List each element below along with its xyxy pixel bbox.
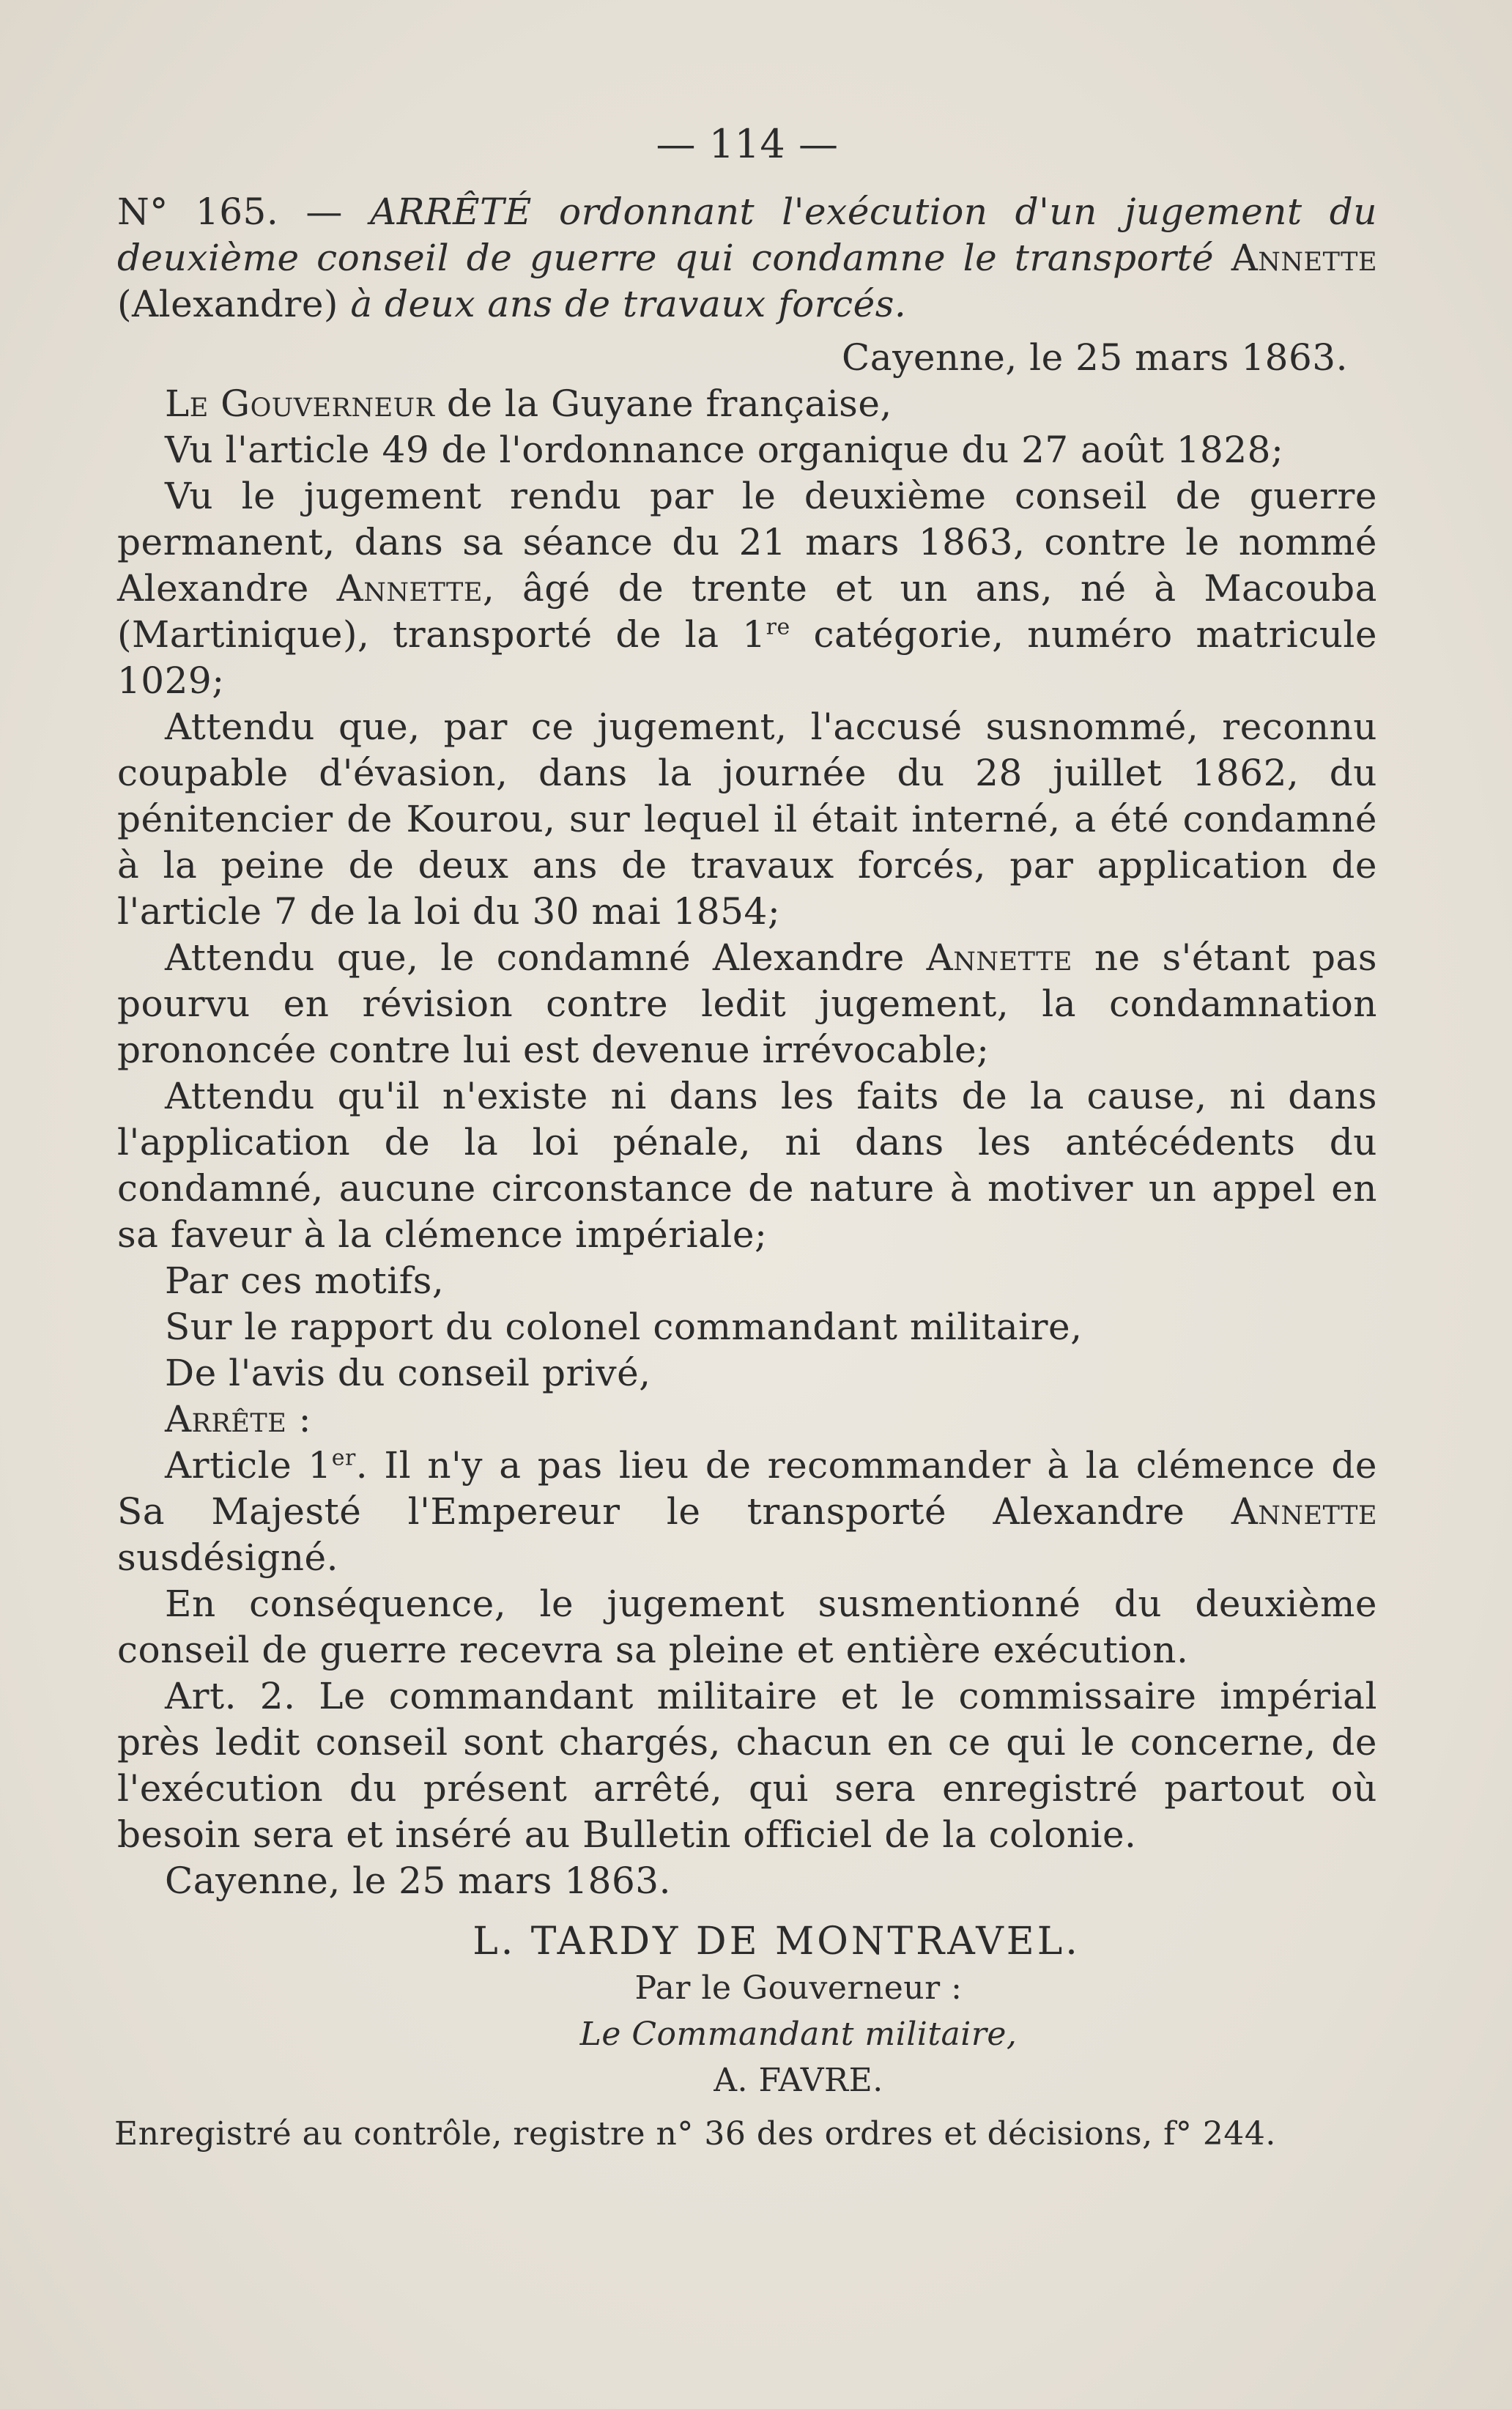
signature-role: Le Commandant militaire, [579,2016,1018,2053]
vu-jugement-text-a: Vu le jugement rendu par le deuxième conseil de guerre permanent, dans sa séance du 21 mars 1863, contre le nommé Alexandre [117,475,1377,610]
attendu-2-text-a: Attendu que, le condamné Alexandre [165,936,905,979]
paragraph-governor [117,381,1377,427]
paragraph-attendu-1: Attendu que, par ce jugement, l'accusé susnommé, reconnu coupable d'évasion, dans la journée du 28 juillet 1862, du pénitencier de Kourou, sur lequel il était interné, a été condamné à la peine de deux ans de travaux forcés, par application de l'article 7 de la loi du 30 mai 1854; [117,706,1377,933]
decree-title-name: Annette [1231,237,1377,279]
article-1-text-b: . Il n'y a pas lieu de recommander à la clémence de Sa Majesté l'Empereur le transporté Alexandre [117,1444,1377,1533]
document-body [114,121,1377,2157]
governor-text: de la Guyane française, [446,382,892,425]
decree-heading [117,189,1377,328]
article-1-sup: er [331,1445,356,1471]
signature-name: L. TARDY DE MONTRAVEL. [472,1920,1081,1964]
arrete-label: Arrête : [165,1398,311,1440]
vu-jugement-name: Annette [336,567,483,610]
paragraph-avis: De l'avis du conseil privé, [165,1352,651,1394]
article-1-name: Annette [1231,1490,1377,1533]
paragraph-attendu-2 [117,935,1377,1073]
signature-signer: A. FAVRE. [714,2062,883,2099]
paragraph-vu-jugement [117,473,1377,704]
dateline: Cayenne, le 25 mars 1863. [842,336,1348,379]
paragraph-article-1 [117,1443,1377,1581]
registry-note: Enregistré au contrôle, registre n° 36 des ordres et décisions, f° 244. [114,2115,1276,2153]
vu-jugement-sup: re [766,614,790,640]
paragraph-closing-date: Cayenne, le 25 mars 1863. [165,1860,671,1902]
decree-number: N° 165. — [117,190,343,233]
paragraph-motifs: Par ces motifs, [165,1259,445,1302]
attendu-2-name: Annette [926,936,1072,979]
decree-title-part-1: ARRÊTÉ ordonnant l'exécution d'un jugement du deuxième conseil de guerre qui condamne le transporté [117,190,1377,279]
paragraph-arrete [117,1396,1377,1443]
paragraph-consequence: En conséquence, le jugement susmentionné du deuxième conseil de guerre recevra sa pleine et entière exécution. [117,1583,1377,1671]
decree-title-part-2: à deux ans de travaux forcés. [350,283,907,325]
paragraph-vu-article: Vu l'article 49 de l'ordonnance organique du 27 août 1828; [165,429,1284,471]
paragraph-article-2: Art. 2. Le commandant militaire et le commissaire impérial près ledit conseil sont chargés, chacun en ce qui le concerne, de l'exécution du présent arrêté, qui sera enregistré partout où besoin sera et inséré au Bulletin officiel de la colonie. [117,1675,1377,1856]
signature-by-governor: Par le Gouverneur : [634,1969,963,2007]
article-1-text-a: Article 1 [165,1444,332,1487]
attendu-2-text-b: ne s'étant pas pourvu en révision contre ledit jugement, la condamnation prononcée contre lui est devenue irrévocable; [117,936,1377,1071]
article-1-text-c: susdésigné. [117,1536,338,1579]
page-number: — 114 — [656,121,839,167]
paragraph-rapport: Sur le rapport du colonel commandant militaire, [165,1306,1083,1348]
decree-title-firstname: (Alexandre) [117,283,338,325]
vu-jugement-text-b: , âgé de trente et un ans, né à Macouba (Martinique), transporté de la 1 [117,567,1377,656]
vu-jugement-text-c: catégorie, numéro matricule 1029; [117,613,1377,702]
governor-label: Le Gouverneur [165,382,435,425]
paragraph-attendu-3: Attendu qu'il n'existe ni dans les faits de la cause, ni dans l'application de la loi pénale, ni dans les antécédents du condamné, aucune circonstance de nature à motiver un appel en sa faveur à la clémence impériale; [117,1075,1377,1256]
